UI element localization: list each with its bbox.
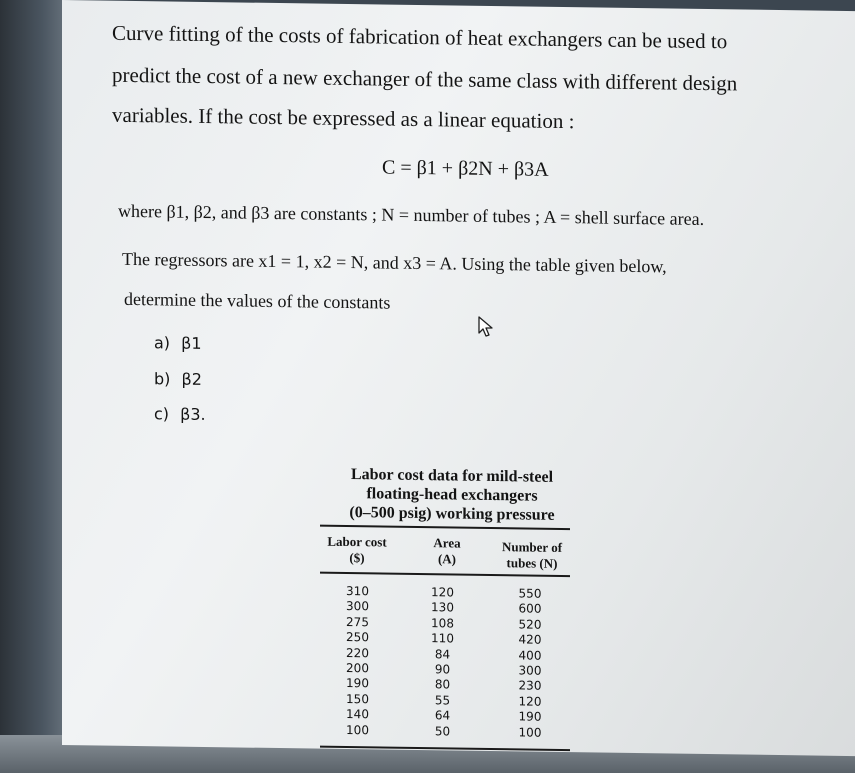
table-header-rule — [320, 572, 570, 577]
table-title-line-1: Labor cost data for mild-steel — [350, 466, 554, 486]
where-line: where β1, β2, and β3 are constants ; N = number of tubes ; A = shell surface area. — [118, 200, 705, 229]
table-body — [320, 584, 572, 742]
cell-cost: 275 — [346, 614, 369, 630]
mouse-pointer-icon — [478, 316, 496, 338]
option-a-letter: a) — [154, 333, 171, 353]
cell-cost: 200 — [346, 660, 369, 676]
table-top-rule — [320, 525, 570, 530]
header-tubes-line2: tubes (N) — [506, 555, 558, 571]
cell-cost: 300 — [346, 599, 369, 614]
cell-tubes: 520 — [518, 617, 542, 632]
option-a-text: β1 — [181, 333, 202, 353]
cell-tubes: 120 — [518, 694, 542, 709]
cell-tubes: 300 — [518, 663, 542, 678]
monitor-bezel-left — [0, 0, 70, 773]
option-b-text: β2 — [181, 369, 202, 389]
cell-area: 80 — [434, 677, 451, 692]
problem-line-3: variables. If the cost be expressed as a linear equation : — [112, 102, 575, 134]
document-page — [62, 0, 855, 756]
cell-tubes: 550 — [518, 586, 542, 601]
cell-cost: 250 — [346, 630, 369, 645]
cell-area: 110 — [431, 631, 454, 646]
cell-tubes: 190 — [518, 709, 542, 724]
cell-tubes: 420 — [518, 632, 542, 647]
cell-area: 84 — [434, 646, 451, 662]
cell-area: 64 — [434, 708, 451, 723]
cell-tubes: 400 — [518, 648, 542, 663]
header-labor-cost-line1: Labor cost — [327, 533, 387, 550]
cell-area: 50 — [434, 723, 451, 739]
option-a — [154, 333, 202, 353]
cell-area: 130 — [431, 600, 454, 615]
option-c — [154, 404, 206, 424]
header-tubes-line1: Number of — [501, 539, 563, 555]
cell-cost: 100 — [346, 722, 369, 737]
header-area — [417, 535, 477, 568]
cell-cost: 140 — [346, 707, 369, 722]
regressors-line: The regressors are x1 = 1, x2 = N, and x3 = A. Using the table given below, — [122, 248, 667, 277]
option-b — [154, 369, 202, 389]
linear-equation: C = β1 + β2N + β3A — [382, 156, 549, 181]
option-b-letter: b) — [154, 369, 171, 389]
table-title-line-2: floating-head exchangers — [366, 485, 538, 505]
cell-tubes: 600 — [518, 601, 542, 617]
cell-tubes: 100 — [518, 725, 542, 740]
cell-cost: 220 — [346, 645, 369, 660]
table-title-line-3: (0–500 psig) working pressure — [349, 504, 555, 524]
cell-cost: 150 — [346, 691, 369, 707]
option-c-letter: c) — [154, 404, 170, 424]
determine-line: determine the values of the constants — [124, 288, 391, 313]
cell-cost: 310 — [346, 583, 369, 599]
header-labor-cost-line2: ($) — [349, 550, 365, 566]
cell-area: 90 — [434, 662, 451, 677]
cell-cost: 190 — [346, 676, 369, 691]
table-row — [320, 722, 572, 741]
cell-tubes: 230 — [518, 678, 542, 694]
problem-line-2: predict the cost of a new exchanger of the same class with different design — [112, 62, 738, 96]
option-c-text: β3. — [180, 404, 206, 425]
header-number-of-tubes — [487, 539, 577, 572]
cell-area: 120 — [431, 585, 454, 600]
header-labor-cost — [317, 534, 397, 567]
header-area-line2: (A) — [437, 551, 457, 567]
cell-area: 55 — [434, 693, 451, 708]
problem-line-1: Curve fitting of the costs of fabrication of heat exchangers can be used to — [112, 20, 728, 54]
cell-area: 108 — [431, 615, 454, 631]
header-area-line1: Area — [433, 535, 461, 551]
